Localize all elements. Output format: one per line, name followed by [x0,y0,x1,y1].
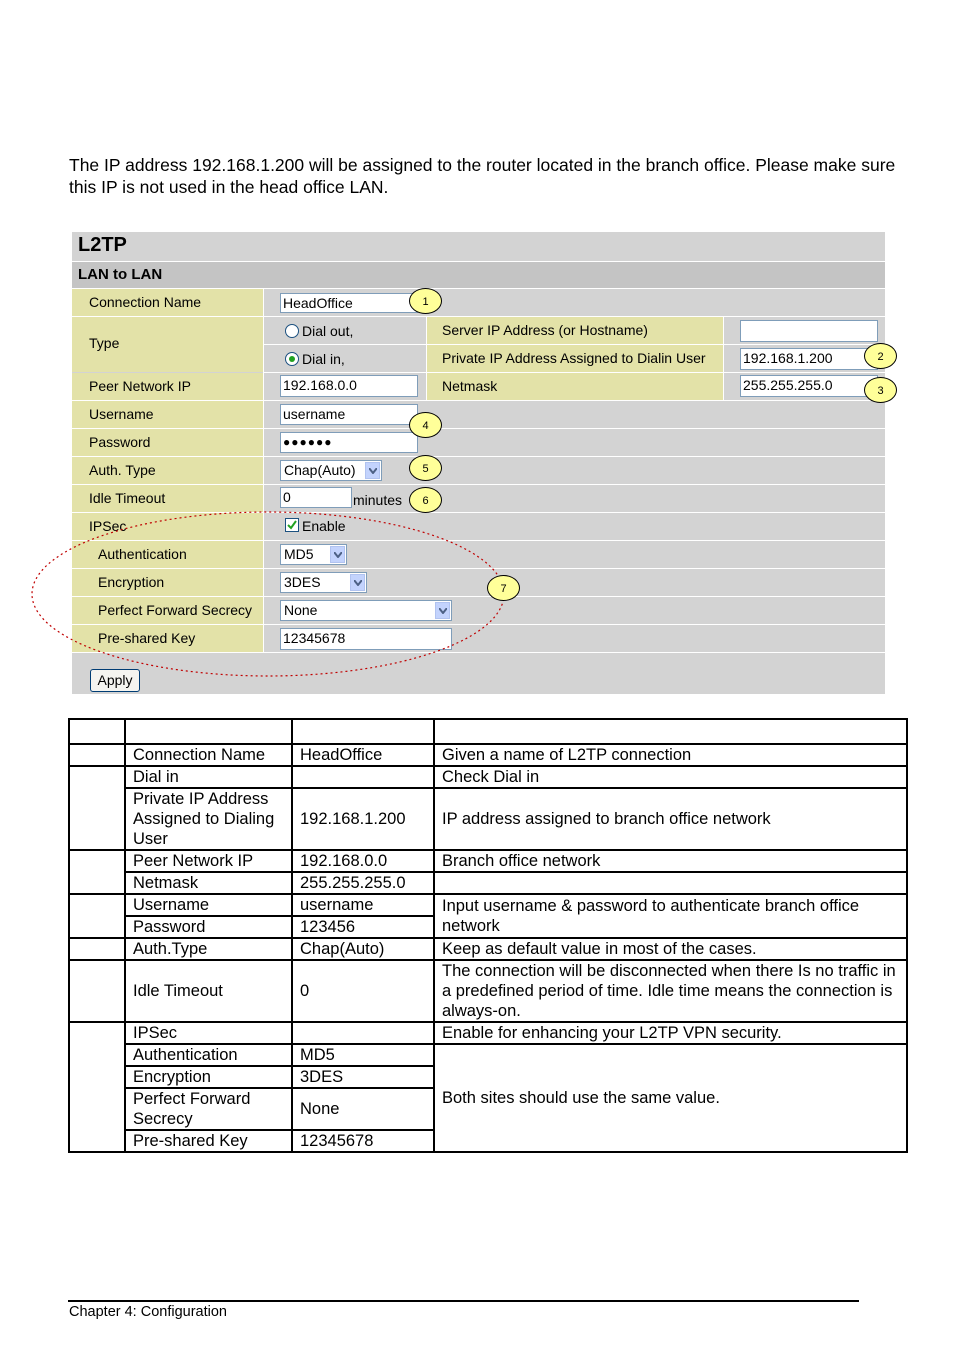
table-header-row [69,719,907,744]
dial-in-label: Dial in, [302,351,345,367]
panel-title: L2TP [78,234,127,256]
callout-5: 5 [409,455,442,481]
table-row: Private IP Address Assigned to Dialing User 192.168.1.200 IP address assigned to branch office network [69,788,907,850]
panel-subtitle: LAN to LAN [72,261,885,289]
table-row: Pre-shared Key 12345678 [69,1130,907,1152]
callout-1: 1 [409,288,442,314]
peer-network-ip-input[interactable]: 192.168.0.0 [280,375,418,397]
table-row: Connection Name HeadOffice Given a name of L2TP connection [69,744,907,766]
callout-3: 3 [864,377,897,403]
callout-7: 7 [487,575,520,601]
apply-button[interactable]: Apply [90,669,140,692]
settings-table [68,718,908,1153]
row-username: Username username [72,401,885,429]
connection-name-input[interactable]: HeadOffice [280,293,418,313]
row-auth-type: Auth. Type Chap(Auto) [72,457,885,485]
callout-4: 4 [409,412,442,438]
row-type: Type Dial out, Server IP Address (or Hostname) [72,317,885,344]
table-row: Peer Network IP 192.168.0.0 Branch office network [69,850,907,872]
idle-timeout-input[interactable]: 0 [280,487,352,508]
row-idle-timeout: Idle Timeout 0 minutes [72,485,885,513]
minutes-label: minutes [353,492,403,508]
row-encryption: Encryption 3DES [72,569,885,597]
ipsec-enable-label: Enable [302,518,346,534]
authentication-select[interactable]: MD5 [280,544,347,565]
row-password: Password ●●●●●● [72,429,885,457]
row-authentication: Authentication MD5 [72,541,885,569]
table-row: IPSec Enable for enhancing your L2TP VPN security. [69,1022,907,1044]
row-type-dialin: Dial in, Private IP Address Assigned to Dialin User 192.168.1.200 [263,345,885,373]
password-input[interactable]: ●●●●●● [280,432,418,453]
table-row: Password 123456 [69,916,907,938]
pfs-select[interactable]: None [280,600,452,621]
footer-chapter: Chapter 4: Configuration [69,1304,227,1320]
encryption-select[interactable]: 3DES [280,572,367,593]
row-connection-name: Connection Name HeadOffice [72,289,885,317]
callout-6: 6 [409,487,442,513]
private-ip-input[interactable]: 192.168.1.200 [740,348,878,370]
table-row: Authentication MD5 Both sites should use the same value. [69,1044,907,1066]
dial-out-label: Dial out, [302,323,354,339]
intro-paragraph: The IP address 192.168.1.200 will be assigned to the router located in the branch office. Please make sure this IP is not used in the head office LAN. [69,155,896,197]
auth-type-select[interactable]: Chap(Auto) [280,460,382,481]
table-row: Perfect Forward Secrecy None [69,1088,907,1130]
table-row: Username username Input username & password to authenticate branch office network [69,894,907,916]
table-row: Netmask 255.255.255.0 [69,872,907,894]
table-row: Dial in Check Dial in [69,766,907,788]
footer-rule [68,1300,859,1302]
callout-2: 2 [864,343,897,369]
row-psk: Pre-shared Key 12345678 [72,625,885,653]
table-row: Encryption 3DES [69,1066,907,1088]
table-row: Idle Timeout 0 The connection will be disconnected when there Is no traffic in a predefined period of time. Idle time means the connection is always-on. [69,960,907,1022]
psk-input[interactable]: 12345678 [280,628,452,650]
row-peer-network: Peer Network IP 192.168.0.0 Netmask 255.255.255.0 [72,373,885,401]
row-ipsec: IPSec Enable [72,513,885,541]
table-row: Auth.Type Chap(Auto) Keep as default value in most of the cases. [69,938,907,960]
netmask-input[interactable]: 255.255.255.0 [740,375,878,397]
username-input[interactable]: username [280,404,418,425]
row-pfs: Perfect Forward Secrecy None [72,597,885,625]
